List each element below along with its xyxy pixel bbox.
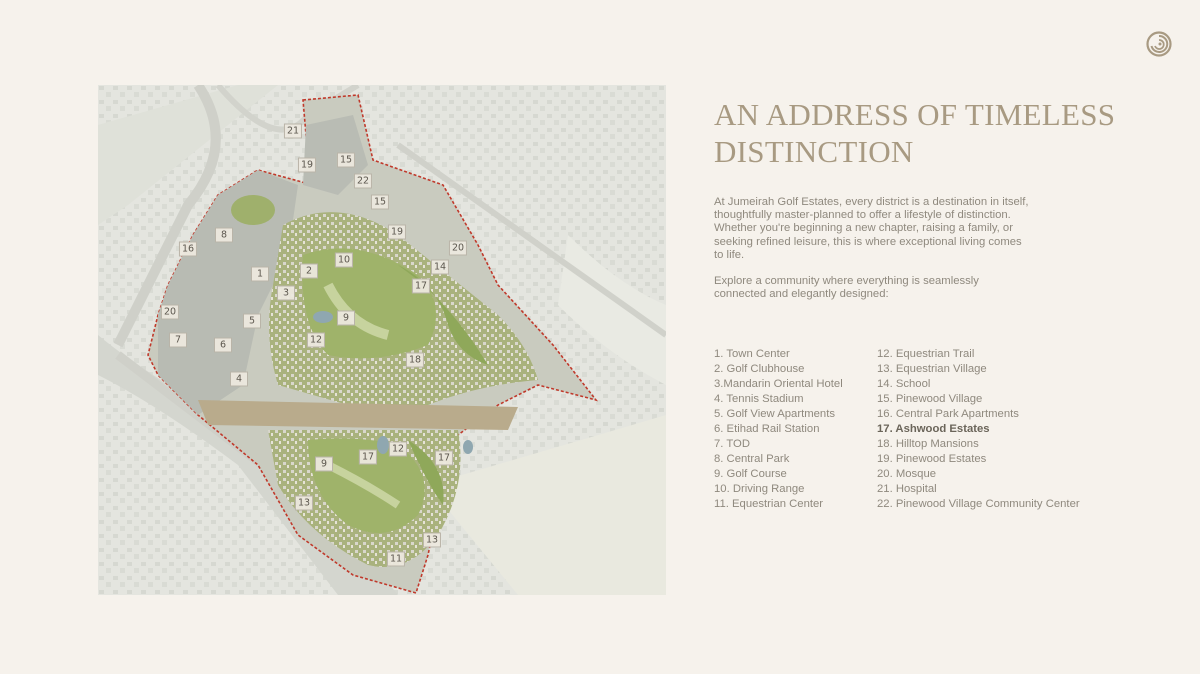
map-label[interactable]: 8 xyxy=(215,228,233,243)
legend-item[interactable]: 7. TOD xyxy=(714,438,750,450)
map-label[interactable]: 11 xyxy=(387,552,405,567)
map-label[interactable]: 13 xyxy=(295,496,313,511)
legend-item[interactable]: 5. Golf View Apartments xyxy=(714,408,835,420)
map-label[interactable]: 17 xyxy=(412,279,430,294)
map-label[interactable]: 12 xyxy=(389,442,407,457)
legend-item[interactable]: 11. Equestrian Center xyxy=(714,498,824,510)
legend-item[interactable]: 2. Golf Clubhouse xyxy=(714,363,805,375)
legend-item-active[interactable]: 17. Ashwood Estates xyxy=(877,423,990,435)
map-label[interactable]: 1 xyxy=(251,267,269,282)
legend-item[interactable]: 18. Hilltop Mansions xyxy=(877,438,979,450)
map-label[interactable]: 20 xyxy=(161,305,179,320)
map-label[interactable]: 13 xyxy=(423,533,441,548)
legend-item[interactable]: 12. Equestrian Trail xyxy=(877,348,975,360)
legend-item[interactable]: 6. Etihad Rail Station xyxy=(714,423,820,435)
legend-item[interactable]: 21. Hospital xyxy=(877,483,937,495)
map-label[interactable]: 9 xyxy=(337,311,355,326)
page-title-line1: AN ADDRESS OF TIMELESS xyxy=(714,97,1116,132)
map-label[interactable]: 15 xyxy=(337,153,355,168)
map-label[interactable]: 10 xyxy=(335,253,353,268)
legend-item[interactable]: 16. Central Park Apartments xyxy=(877,408,1019,420)
legend-item[interactable]: 20. Mosque xyxy=(877,468,937,480)
map-label[interactable]: 16 xyxy=(179,242,197,257)
legend-item[interactable]: 1. Town Center xyxy=(714,348,790,360)
intro-text xyxy=(714,196,1032,301)
map-label[interactable]: 22 xyxy=(354,174,372,189)
map-label[interactable]: 17 xyxy=(435,451,453,466)
legend-item[interactable]: 3.Mandarin Oriental Hotel xyxy=(714,378,843,390)
intro-paragraph-1: At Jumeirah Golf Estates, every district is a destination in itself, thoughtfully master-planned to offer a lifestyle of distinction. Whether you're beginning a new chapter, raising a family, or seeking refined leisure, this is where exceptional living comes to life. xyxy=(714,196,1029,261)
map-label[interactable]: 9 xyxy=(315,457,333,472)
map-label[interactable]: 19 xyxy=(298,158,316,173)
map-label[interactable]: 17 xyxy=(359,450,377,465)
page-title-line2: DISTINCTION xyxy=(714,134,914,169)
legend-item[interactable]: 4. Tennis Stadium xyxy=(714,393,804,405)
map-label[interactable]: 12 xyxy=(307,333,325,348)
map-label[interactable]: 3 xyxy=(277,286,295,301)
map-label[interactable]: 6 xyxy=(214,338,232,353)
legend-item[interactable]: 8. Central Park xyxy=(714,453,790,465)
map-label[interactable]: 15 xyxy=(371,195,389,210)
map-label[interactable]: 20 xyxy=(449,241,467,256)
legend-column-right xyxy=(877,347,1107,510)
legend-item[interactable]: 10. Driving Range xyxy=(714,483,805,495)
masterplan-map[interactable] xyxy=(98,85,666,595)
legend-item[interactable]: 9. Golf Course xyxy=(714,468,787,480)
legend-item[interactable]: 13. Equestrian Village xyxy=(877,363,987,375)
map-label[interactable]: 7 xyxy=(169,333,187,348)
legend-item[interactable]: 15. Pinewood Village xyxy=(877,393,983,405)
district-legend xyxy=(714,347,1107,510)
legend-item[interactable]: 19. Pinewood Estates xyxy=(877,453,987,465)
map-label[interactable]: 5 xyxy=(243,314,261,329)
swirl-logo-icon xyxy=(1146,31,1172,57)
map-label[interactable]: 4 xyxy=(230,372,248,387)
map-label[interactable]: 21 xyxy=(284,124,302,139)
map-label[interactable]: 2 xyxy=(300,264,318,279)
legend-column-left xyxy=(714,347,877,510)
map-label[interactable]: 14 xyxy=(431,260,449,275)
page-title xyxy=(714,96,1134,170)
map-label[interactable]: 18 xyxy=(406,353,424,368)
legend-item[interactable]: 14. School xyxy=(877,378,931,390)
intro-paragraph-2: Explore a community where everything is seamlessly connected and elegantly designed: xyxy=(714,275,979,301)
legend-item[interactable]: 22. Pinewood Village Community Center xyxy=(877,498,1080,510)
map-label[interactable]: 19 xyxy=(388,225,406,240)
